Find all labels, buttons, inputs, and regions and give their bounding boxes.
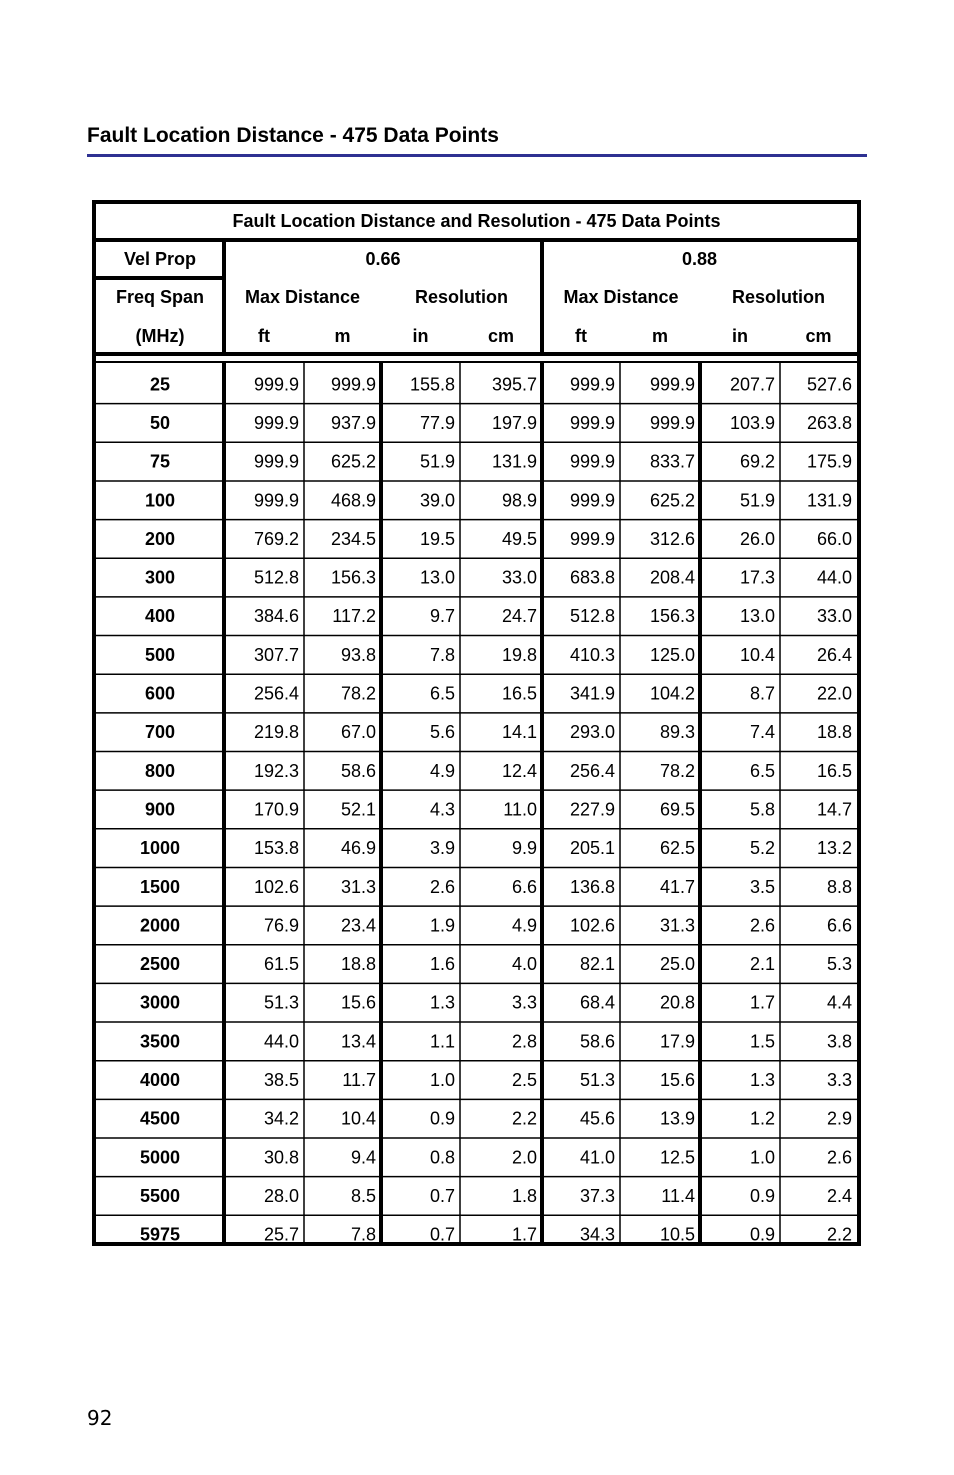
value-cell: 2.9 xyxy=(826,1108,852,1129)
freq-cell: 600 xyxy=(144,683,176,704)
value-cell: 3.8 xyxy=(826,1031,852,1052)
value-cell: 93.8 xyxy=(340,644,376,665)
value-cell: 28.0 xyxy=(263,1185,299,1206)
group-label: Max Distance xyxy=(563,287,679,307)
distance-resolution-table xyxy=(92,200,861,1246)
value-cell: 58.6 xyxy=(579,1031,615,1052)
unit-label: ft xyxy=(575,326,587,346)
value-cell: 26.0 xyxy=(739,528,775,549)
value-cell: 5.6 xyxy=(429,722,455,743)
value-cell: 11.7 xyxy=(342,1070,376,1091)
value-cell: 4.9 xyxy=(429,760,455,781)
value-cell: 6.5 xyxy=(749,760,775,781)
value-cell: 156.3 xyxy=(649,606,695,627)
value-cell: 19.8 xyxy=(501,644,537,665)
value-cell: 2.6 xyxy=(749,915,775,936)
value-cell: 2.4 xyxy=(826,1185,852,1206)
freq-cell: 4500 xyxy=(139,1108,181,1129)
value-cell: 384.6 xyxy=(253,606,299,627)
value-cell: 125.0 xyxy=(649,644,695,665)
freq-span-label: Freq Span xyxy=(115,287,205,307)
value-cell: 49.5 xyxy=(501,528,537,549)
value-cell: 2.6 xyxy=(826,1147,852,1168)
value-cell: 2.1 xyxy=(749,954,775,975)
value-cell: 11.0 xyxy=(503,799,537,820)
value-cell: 1.0 xyxy=(429,1070,455,1091)
value-cell: 2.5 xyxy=(511,1070,537,1091)
value-cell: 10.4 xyxy=(739,644,775,665)
value-cell: 1.2 xyxy=(749,1108,775,1129)
value-cell: 1.3 xyxy=(429,992,455,1013)
unit-label: ft xyxy=(258,326,270,346)
table-caption: Fault Location Distance and Resolution - 475 Data Points xyxy=(232,211,721,231)
table-grid xyxy=(96,204,857,1242)
value-cell: 0.7 xyxy=(429,1224,455,1242)
value-cell: 1.8 xyxy=(511,1185,537,1206)
value-cell: 0.7 xyxy=(429,1185,455,1206)
value-cell: 395.7 xyxy=(491,374,537,395)
value-cell: 20.8 xyxy=(659,992,695,1013)
freq-cell: 1500 xyxy=(139,876,181,897)
value-cell: 307.7 xyxy=(253,644,299,665)
unit-label: in xyxy=(412,326,429,346)
value-cell: 77.9 xyxy=(419,412,455,433)
value-cell: 18.8 xyxy=(816,722,852,743)
value-cell: 833.7 xyxy=(649,451,695,472)
value-cell: 0.8 xyxy=(429,1147,455,1168)
freq-cell: 3000 xyxy=(139,992,181,1013)
value-cell: 4.3 xyxy=(429,799,455,820)
value-cell: 7.8 xyxy=(350,1224,376,1242)
value-cell: 527.6 xyxy=(806,374,852,395)
value-cell: 341.9 xyxy=(569,683,615,704)
value-cell: 3.9 xyxy=(429,838,455,859)
value-cell: 37.3 xyxy=(579,1185,615,1206)
value-cell: 45.6 xyxy=(579,1108,615,1129)
value-cell: 197.9 xyxy=(491,412,537,433)
value-cell: 3.5 xyxy=(749,876,775,897)
value-cell: 205.1 xyxy=(569,838,615,859)
value-cell: 39.0 xyxy=(419,490,455,511)
value-cell: 6.6 xyxy=(826,915,852,936)
unit-label: cm xyxy=(487,326,515,346)
value-cell: 4.4 xyxy=(826,992,852,1013)
freq-cell: 1000 xyxy=(139,838,181,859)
freq-cell: 900 xyxy=(144,799,176,820)
value-cell: 31.3 xyxy=(340,876,376,897)
freq-cell: 5975 xyxy=(139,1224,181,1242)
value-cell: 104.2 xyxy=(649,683,695,704)
value-cell: 17.9 xyxy=(659,1031,695,1052)
value-cell: 33.0 xyxy=(501,567,537,588)
value-cell: 102.6 xyxy=(253,876,299,897)
value-cell: 66.0 xyxy=(816,528,852,549)
value-cell: 9.9 xyxy=(511,838,537,859)
value-cell: 3.3 xyxy=(826,1070,852,1091)
value-cell: 51.9 xyxy=(739,490,775,511)
value-cell: 999.9 xyxy=(569,374,615,395)
value-cell: 52.1 xyxy=(340,799,376,820)
value-cell: 999.9 xyxy=(253,412,299,433)
value-cell: 103.9 xyxy=(729,412,775,433)
value-cell: 999.9 xyxy=(649,412,695,433)
value-cell: 31.3 xyxy=(659,915,695,936)
value-cell: 24.7 xyxy=(501,606,537,627)
page-number: 92 xyxy=(87,1406,113,1430)
value-cell: 5.8 xyxy=(749,799,775,820)
value-cell: 6.6 xyxy=(511,876,537,897)
value-cell: 13.2 xyxy=(816,838,852,859)
value-cell: 625.2 xyxy=(330,451,376,472)
value-cell: 2.6 xyxy=(429,876,455,897)
freq-cell: 400 xyxy=(144,606,176,627)
value-cell: 999.9 xyxy=(569,412,615,433)
value-cell: 207.7 xyxy=(729,374,775,395)
value-cell: 14.7 xyxy=(816,799,852,820)
value-cell: 9.7 xyxy=(429,606,455,627)
value-cell: 18.8 xyxy=(340,954,376,975)
freq-cell: 2500 xyxy=(139,954,181,975)
value-cell: 6.5 xyxy=(429,683,455,704)
value-cell: 263.8 xyxy=(806,412,852,433)
value-cell: 41.7 xyxy=(659,876,695,897)
value-cell: 1.0 xyxy=(749,1147,775,1168)
vel-prop-value: 0.88 xyxy=(681,249,718,269)
value-cell: 15.6 xyxy=(659,1070,695,1091)
value-cell: 13.4 xyxy=(340,1031,376,1052)
value-cell: 2.2 xyxy=(511,1108,537,1129)
value-cell: 468.9 xyxy=(330,490,376,511)
value-cell: 3.3 xyxy=(511,992,537,1013)
freq-cell: 5000 xyxy=(139,1147,181,1168)
value-cell: 89.3 xyxy=(659,722,695,743)
value-cell: 234.5 xyxy=(330,528,376,549)
value-cell: 69.5 xyxy=(659,799,695,820)
value-cell: 22.0 xyxy=(816,683,852,704)
value-cell: 219.8 xyxy=(253,722,299,743)
freq-cell: 500 xyxy=(144,644,176,665)
value-cell: 33.0 xyxy=(816,606,852,627)
value-cell: 208.4 xyxy=(649,567,695,588)
value-cell: 12.4 xyxy=(501,760,537,781)
value-cell: 5.3 xyxy=(826,954,852,975)
value-cell: 102.6 xyxy=(569,915,615,936)
value-cell: 0.9 xyxy=(749,1224,775,1242)
value-cell: 7.4 xyxy=(749,722,775,743)
value-cell: 192.3 xyxy=(253,760,299,781)
value-cell: 38.5 xyxy=(263,1070,299,1091)
value-cell: 16.5 xyxy=(501,683,537,704)
value-cell: 51.9 xyxy=(419,451,455,472)
freq-cell: 75 xyxy=(149,451,171,472)
unit-label: cm xyxy=(805,326,832,346)
value-cell: 46.9 xyxy=(340,838,376,859)
value-cell: 9.4 xyxy=(350,1147,376,1168)
value-cell: 78.2 xyxy=(659,760,695,781)
value-cell: 410.3 xyxy=(569,644,615,665)
value-cell: 999.9 xyxy=(569,528,615,549)
value-cell: 117.2 xyxy=(332,606,376,627)
freq-cell: 700 xyxy=(144,722,176,743)
value-cell: 0.9 xyxy=(749,1185,775,1206)
value-cell: 312.6 xyxy=(649,528,695,549)
value-cell: 769.2 xyxy=(253,528,299,549)
value-cell: 4.0 xyxy=(511,954,537,975)
value-cell: 68.4 xyxy=(579,992,615,1013)
freq-cell: 300 xyxy=(144,567,176,588)
value-cell: 41.0 xyxy=(579,1147,615,1168)
value-cell: 11.4 xyxy=(661,1185,695,1206)
freq-cell: 50 xyxy=(149,412,171,433)
value-cell: 82.1 xyxy=(579,954,615,975)
unit-label: m xyxy=(651,326,669,346)
value-cell: 34.3 xyxy=(579,1224,615,1242)
value-cell: 8.7 xyxy=(749,683,775,704)
value-cell: 10.4 xyxy=(340,1108,376,1129)
value-cell: 51.3 xyxy=(579,1070,615,1091)
value-cell: 34.2 xyxy=(263,1108,299,1129)
value-cell: 25.7 xyxy=(263,1224,299,1242)
value-cell: 999.9 xyxy=(253,374,299,395)
value-cell: 683.8 xyxy=(569,567,615,588)
value-cell: 999.9 xyxy=(253,490,299,511)
value-cell: 98.9 xyxy=(501,490,537,511)
value-cell: 131.9 xyxy=(806,490,852,511)
unit-label: in xyxy=(732,326,748,346)
freq-unit-label: (MHz) xyxy=(135,326,185,346)
value-cell: 0.9 xyxy=(429,1108,455,1129)
value-cell: 155.8 xyxy=(409,374,455,395)
value-cell: 293.0 xyxy=(569,722,615,743)
value-cell: 15.6 xyxy=(340,992,376,1013)
value-cell: 937.9 xyxy=(330,412,376,433)
value-cell: 5.2 xyxy=(749,838,775,859)
value-cell: 2.2 xyxy=(826,1224,852,1242)
group-label: Resolution xyxy=(415,287,508,307)
value-cell: 67.0 xyxy=(340,722,376,743)
freq-cell: 2000 xyxy=(139,915,181,936)
value-cell: 78.2 xyxy=(340,683,376,704)
value-cell: 44.0 xyxy=(263,1031,299,1052)
value-cell: 1.7 xyxy=(511,1224,537,1242)
value-cell: 170.9 xyxy=(253,799,299,820)
value-cell: 136.8 xyxy=(569,876,615,897)
value-cell: 8.8 xyxy=(826,876,852,897)
value-cell: 10.5 xyxy=(659,1224,695,1242)
value-cell: 13.9 xyxy=(659,1108,695,1129)
value-cell: 14.1 xyxy=(501,722,537,743)
value-cell: 999.9 xyxy=(569,490,615,511)
vel-prop-label: Vel Prop xyxy=(123,249,197,269)
value-cell: 76.9 xyxy=(263,915,299,936)
freq-cell: 25 xyxy=(149,374,171,395)
freq-cell: 800 xyxy=(144,760,176,781)
value-cell: 25.0 xyxy=(659,954,695,975)
value-cell: 19.5 xyxy=(419,528,455,549)
value-cell: 58.6 xyxy=(340,760,376,781)
value-cell: 2.0 xyxy=(511,1147,537,1168)
value-cell: 51.3 xyxy=(263,992,299,1013)
group-label: Resolution xyxy=(732,287,825,307)
page-title: Fault Location Distance - 475 Data Points xyxy=(87,124,499,147)
value-cell: 999.9 xyxy=(330,374,376,395)
value-cell: 17.3 xyxy=(739,567,775,588)
value-cell: 23.4 xyxy=(340,915,376,936)
value-cell: 999.9 xyxy=(569,451,615,472)
value-cell: 227.9 xyxy=(569,799,615,820)
value-cell: 1.6 xyxy=(429,954,455,975)
value-cell: 12.5 xyxy=(659,1147,695,1168)
group-label: Max Distance xyxy=(244,287,361,307)
value-cell: 1.9 xyxy=(429,915,455,936)
value-cell: 153.8 xyxy=(253,838,299,859)
value-cell: 512.8 xyxy=(253,567,299,588)
freq-cell: 5500 xyxy=(139,1185,181,1206)
freq-cell: 200 xyxy=(144,528,176,549)
value-cell: 131.9 xyxy=(491,451,537,472)
freq-cell: 100 xyxy=(144,490,176,511)
value-cell: 16.5 xyxy=(816,760,852,781)
value-cell: 256.4 xyxy=(253,683,299,704)
title-rule xyxy=(87,154,867,157)
freq-cell: 4000 xyxy=(139,1070,181,1091)
value-cell: 1.5 xyxy=(749,1031,775,1052)
value-cell: 1.7 xyxy=(749,992,775,1013)
value-cell: 625.2 xyxy=(649,490,695,511)
value-cell: 156.3 xyxy=(330,567,376,588)
value-cell: 512.8 xyxy=(569,606,615,627)
value-cell: 61.5 xyxy=(263,954,299,975)
freq-cell: 3500 xyxy=(139,1031,181,1052)
value-cell: 44.0 xyxy=(816,567,852,588)
value-cell: 999.9 xyxy=(649,374,695,395)
unit-label: m xyxy=(334,326,351,346)
value-cell: 4.9 xyxy=(511,915,537,936)
value-cell: 30.8 xyxy=(263,1147,299,1168)
value-cell: 1.3 xyxy=(749,1070,775,1091)
vel-prop-value: 0.66 xyxy=(365,249,401,269)
value-cell: 62.5 xyxy=(659,838,695,859)
value-cell: 13.0 xyxy=(419,567,455,588)
value-cell: 26.4 xyxy=(816,644,852,665)
value-cell: 175.9 xyxy=(806,451,852,472)
value-cell: 69.2 xyxy=(739,451,775,472)
value-cell: 7.8 xyxy=(429,644,455,665)
value-cell: 13.0 xyxy=(739,606,775,627)
value-cell: 2.8 xyxy=(511,1031,537,1052)
value-cell: 1.1 xyxy=(429,1031,455,1052)
value-cell: 8.5 xyxy=(350,1185,376,1206)
value-cell: 256.4 xyxy=(569,760,615,781)
value-cell: 999.9 xyxy=(253,451,299,472)
